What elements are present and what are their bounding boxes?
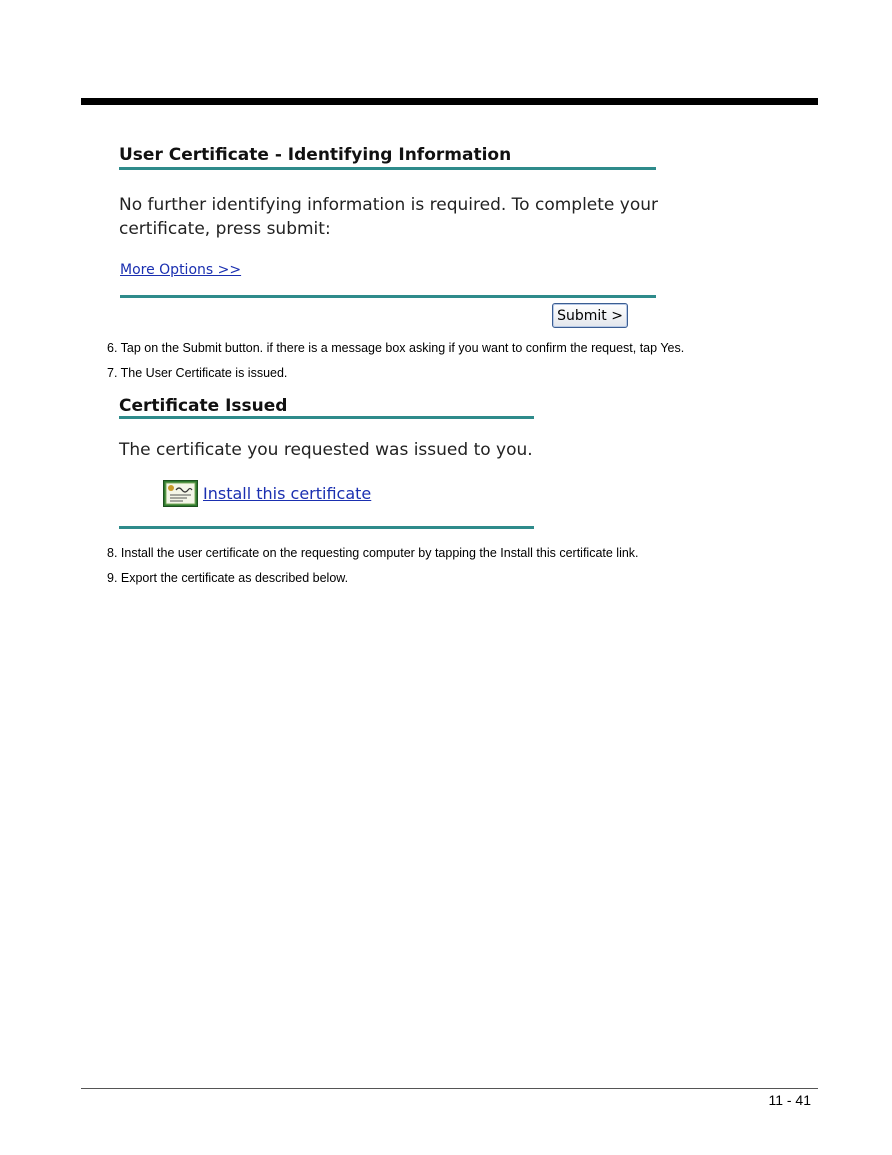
step-7: 7. The User Certificate is issued. (107, 366, 288, 380)
identifying-info-line1: No further identifying information is required. To complete your (119, 195, 659, 215)
page-number: 11 - 41 (768, 1092, 811, 1108)
identifying-info-line2: certificate, press submit: (119, 219, 331, 239)
certificate-icon[interactable] (163, 480, 198, 507)
submit-button[interactable]: Submit > (552, 303, 628, 328)
issued-bottom-divider (119, 526, 534, 529)
form-divider (120, 295, 656, 298)
user-certificate-title: User Certificate - Identifying Information (119, 145, 512, 165)
certificate-issued-title: Certificate Issued (119, 396, 288, 416)
more-options-link[interactable]: More Options >> (120, 262, 242, 278)
install-certificate-link[interactable]: Install this certificate (203, 484, 372, 503)
step-8: 8. Install the user certificate on the requesting computer by tapping the Install this certificate link. (107, 546, 639, 560)
issued-message: The certificate you requested was issued to you. (119, 440, 533, 460)
title-divider (119, 167, 656, 170)
step-6: 6. Tap on the Submit button. if there is a message box asking if you want to confirm the request, tap Yes. (107, 341, 685, 355)
step-9: 9. Export the certificate as described below. (107, 571, 349, 585)
issued-title-divider (119, 416, 534, 419)
top-rule (81, 98, 818, 105)
identifying-info-text (119, 193, 658, 241)
footer-rule (81, 1088, 818, 1089)
